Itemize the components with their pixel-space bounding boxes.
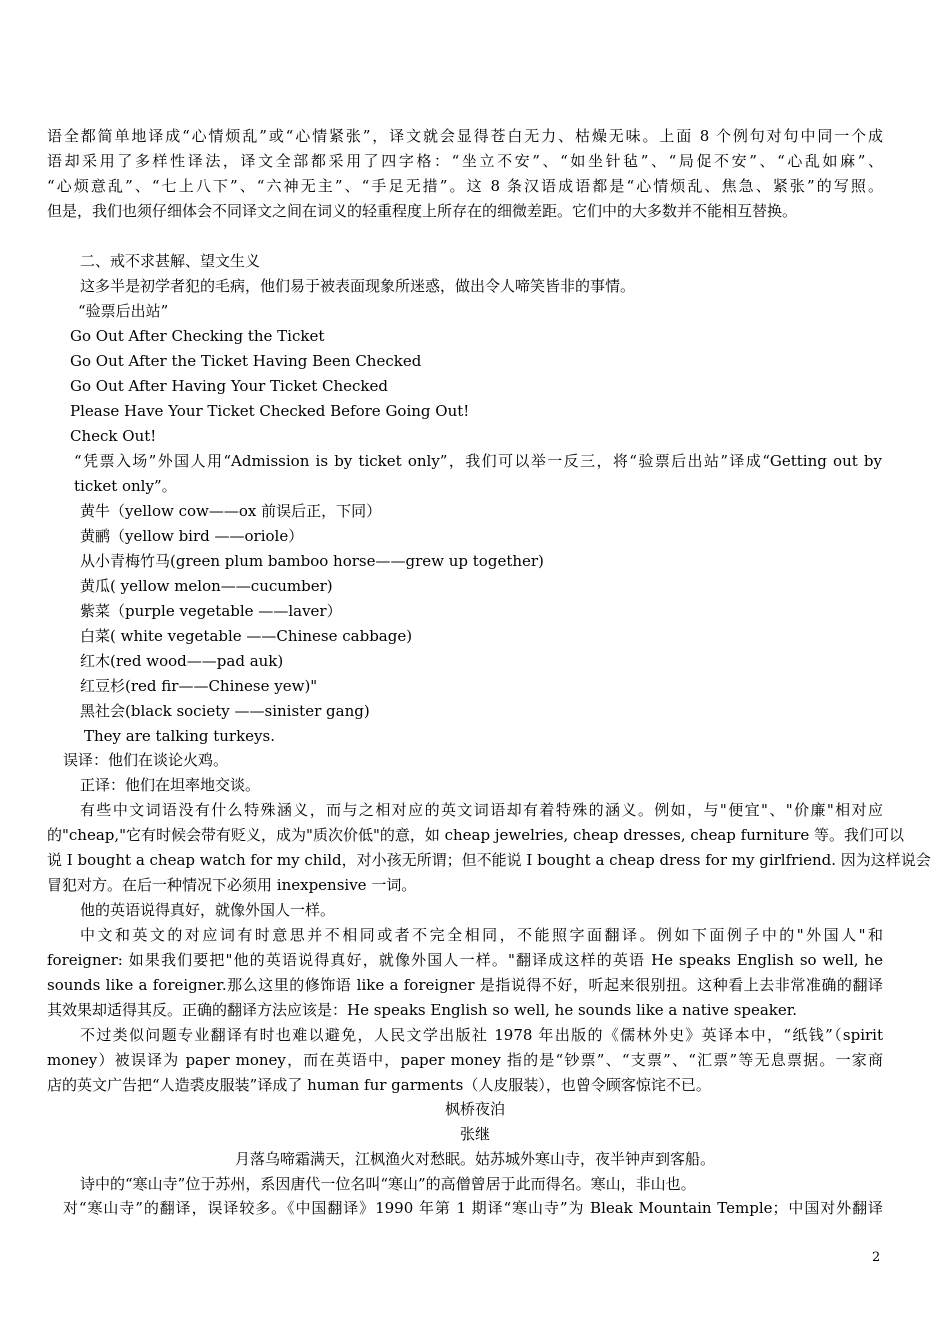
translation-option: Check Out!	[70, 427, 157, 445]
vocab-example: 红木(red wood——pad auk)	[80, 652, 284, 670]
paragraph-line: “心烦意乱”、“七上八下”、“六神无主”、“手足无措”。这 8 条汉语成语都是“心情烦乱、焦急、紧张”的写照。	[47, 177, 883, 195]
correct-translation: 正译：他们在坦率地交谈。	[80, 776, 261, 794]
paragraph-line: foreigner: 如果我们要把"他的英语说得真好，就像外国人一样。"翻译成这样的英语 He speaks English so well, he	[47, 951, 883, 969]
translation-option: Go Out After Checking the Ticket	[70, 327, 325, 345]
paragraph-line: 这多半是初学者犯的毛病，他们易于被表面现象所迷惑，做出令人啼笑皆非的事情。	[80, 277, 636, 295]
vocab-example: 黄鹂（yellow bird ——oriole）	[80, 527, 304, 545]
paragraph-line: 不过类似问题专业翻译有时也难以避免，人民文学出版社 1978 年出版的《儒林外史》英译本中，“纸钱”（spirit	[80, 1026, 883, 1044]
translation-option: Go Out After the Ticket Having Been Checked	[70, 352, 422, 370]
paragraph-line: 中文和英文的对应词有时意思并不相同或者不完全相同，不能照字面翻译。例如下面例子中的"外国人"和	[80, 926, 883, 944]
paragraph-line: 有些中文词语没有什么特殊涵义，而与之相对应的英文词语却有着特殊的涵义。例如，与"便宜"、"价廉"相对应	[80, 801, 883, 819]
vocab-example: 黑社会(black society ——sinister gang)	[80, 702, 370, 720]
paragraph-line: sounds like a foreigner.那么这里的修饰语 like a foreigner 是指说得不好，听起来很别扭。这种看上去非常准确的翻译	[47, 976, 883, 994]
paragraph-line: 店的英文广告把“人造裘皮服装”译成了 human fur garments（人皮服装），也曾令顾客惊诧不已。	[47, 1076, 711, 1094]
example-sign-text: “验票后出站”	[78, 302, 169, 320]
poem-author: 张继	[459, 1125, 490, 1143]
paragraph-line: ticket only”。	[74, 477, 177, 495]
paragraph-line: 说 I bought a cheap watch for my child，对小孩无所谓；但不能说 I bought a cheap dress for my girlfriend. 因为这样说会	[47, 851, 931, 869]
poem-title: 枫桥夜泊	[444, 1100, 505, 1118]
vocab-example: 黄牛（yellow cow——ox 前误后正，下同）	[80, 502, 382, 520]
translation-option: Go Out After Having Your Ticket Checked	[70, 377, 389, 395]
paragraph-line: 其效果却适得其反。正确的翻译方法应该是：He speaks English so well, he sounds like a native speaker.	[47, 1001, 798, 1019]
vocab-example: 白菜( white vegetable ——Chinese cabbage)	[80, 627, 413, 645]
paragraph-line: “凭票入场”外国人用“Admission is by ticket only”，我们可以举一反三，将“验票后出站”译成“Getting out by	[74, 452, 882, 470]
example-sentence: 他的英语说得真好，就像外国人一样。	[80, 901, 336, 919]
paragraph-line: 语全都简单地译成“心情烦乱”或“心情紧张”，译文就会显得苍白无力、枯燥无味。上面 8 个例句对句中同一个成	[47, 127, 883, 145]
paragraph-line: 诗中的“寒山寺”位于苏州，系因唐代一位名叫“寒山”的高僧曾居于此而得名。寒山，非山也。	[80, 1175, 696, 1193]
paragraph-line: 但是，我们也须仔细体会不同译文之间在词义的轻重程度上所存在的细微差距。它们中的大多数并不能相互替换。	[47, 202, 798, 220]
paragraph-line: 的"cheap,"它有时候会带有贬义，成为"质次价低"的意，如 cheap jewelries, cheap dresses, cheap furniture 等。我们可以	[47, 826, 904, 844]
paragraph-line: 冒犯对方。在后一种情况下必须用 inexpensive 一词。	[47, 876, 417, 894]
example-sentence: They are talking turkeys.	[84, 727, 275, 745]
wrong-translation: 误译：他们在谈论火鸡。	[63, 751, 229, 769]
paragraph-line: 对“寒山寺”的翻译，误译较多。《中国翻译》1990 年第 1 期译“寒山寺”为 Bleak Mountain Temple；中国对外翻译	[63, 1199, 883, 1217]
vocab-example: 黄瓜( yellow melon——cucumber)	[80, 577, 333, 595]
page-number: 2	[872, 1250, 881, 1265]
poem-text: 月落乌啼霜满天，江枫渔火对愁眠。姑苏城外寒山寺，夜半钟声到客船。	[234, 1150, 715, 1168]
paragraph-line: 语却采用了多样性译法，译文全部都采用了四字格：“坐立不安”、“如坐针毡”、“局促不安”、“心乱如麻”、	[47, 152, 883, 170]
vocab-example: 紫菜（purple vegetable ——laver）	[80, 602, 342, 620]
section-heading: 二、戒不求甚解、望文生义	[80, 252, 261, 270]
vocab-example: 从小青梅竹马(green plum bamboo horse——grew up together)	[80, 552, 544, 570]
paragraph-line: money）被误译为 paper money，而在英语中，paper money 指的是“钞票”、“支票”、“汇票”等无息票据。一家商	[47, 1051, 883, 1069]
translation-option: Please Have Your Ticket Checked Before Going Out!	[70, 402, 470, 420]
vocab-example: 红豆杉(red fir——Chinese yew)"	[80, 677, 318, 695]
